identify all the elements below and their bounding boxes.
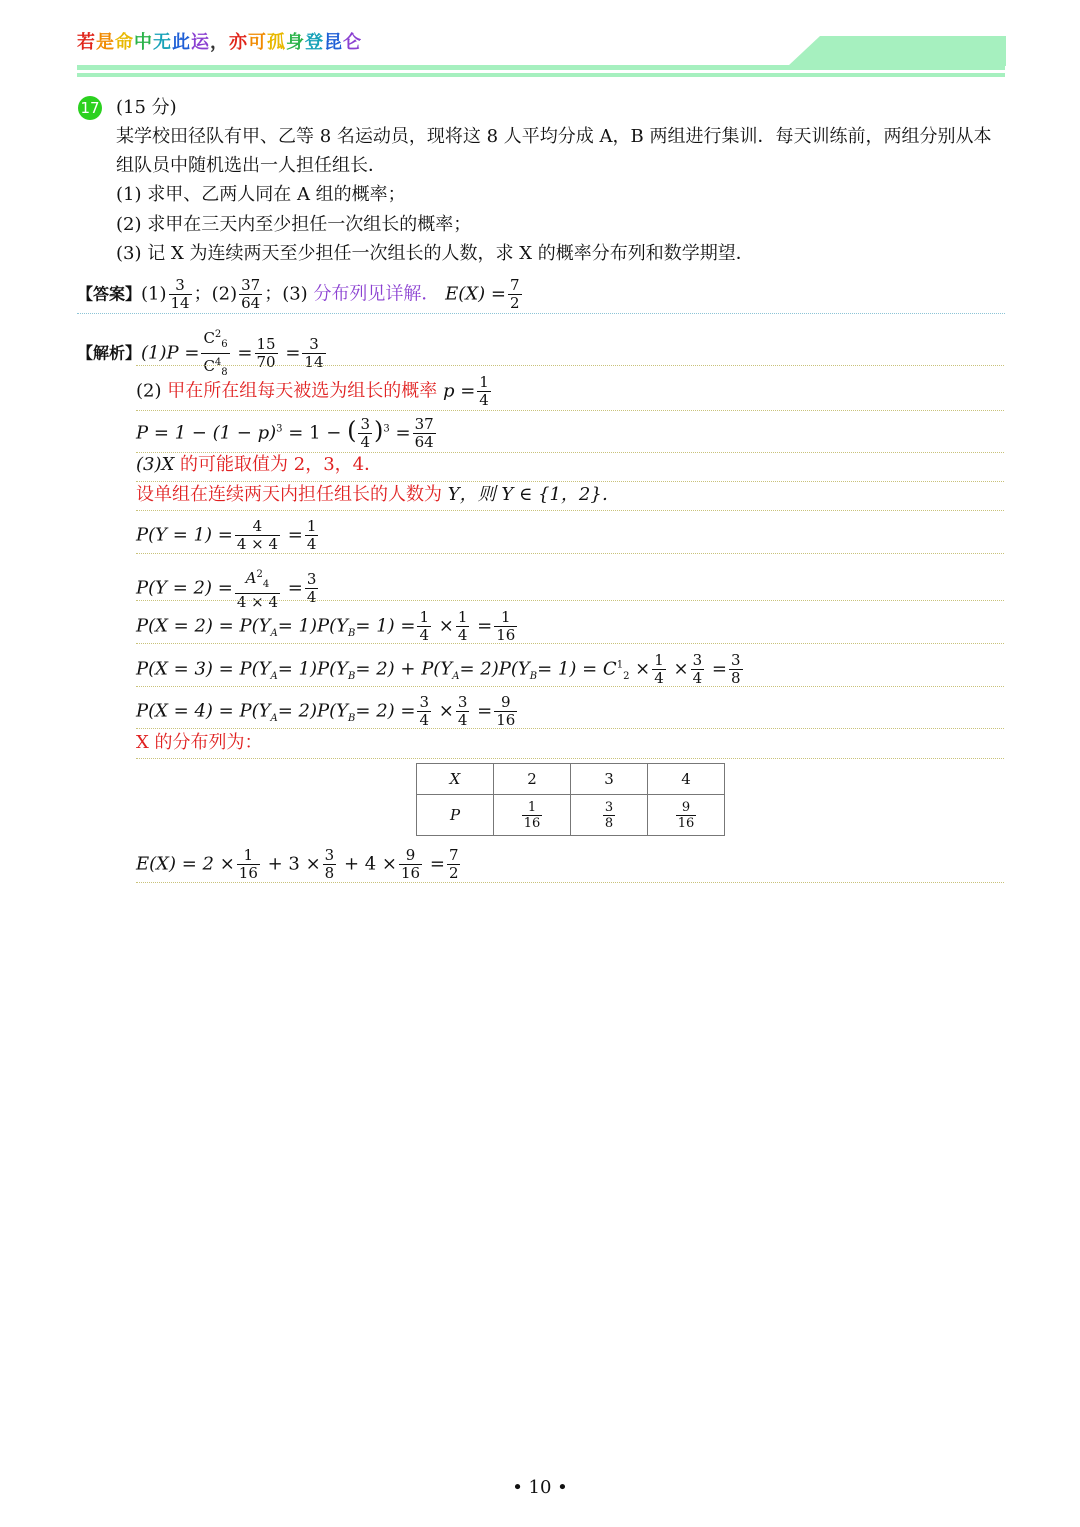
rule: [136, 882, 1004, 883]
rule: [136, 510, 1004, 511]
rule: [136, 643, 1004, 644]
rule: [136, 481, 1004, 482]
motto-char: 此: [172, 32, 191, 53]
question-number-badge: 17: [78, 96, 102, 120]
table-cell: 4: [648, 764, 725, 795]
distribution-row-p: [417, 795, 725, 836]
answer-line: [77, 277, 524, 312]
motto-char: 仑: [343, 32, 362, 53]
answer-sep1: ；(2): [193, 283, 238, 305]
distribution-table: [416, 763, 725, 836]
solution-part3-line2: 设单组在连续两天内担任组长的人数为 Y，则 Y ∈ {1，2}．: [136, 484, 620, 505]
rule: [136, 410, 1004, 411]
header-rule-top: [77, 65, 1005, 70]
motto-char: 是: [96, 32, 115, 53]
solution-tag: 【解析】: [77, 343, 142, 363]
answer-p2-fraction: $\frac{37}{64}$: [241, 276, 261, 312]
question-stem-line2: 组队员中随机选出一人担任组长．: [116, 155, 386, 176]
solution-px3: $P(X = 3) = P(Y_A= 1)P(Y_B= 2) + P(Y_A= 2)P(Y_B= 1) = C^1_2$ × $\frac{1}{4}$ × $\frac{3}{4}$ = $\frac{3}{8}$: [136, 651, 741, 687]
answer-sep2: ；(3): [264, 283, 308, 305]
rule: [136, 553, 1004, 554]
motto-char: 可: [248, 32, 267, 53]
motto-char: 命: [115, 32, 134, 53]
solution-part2-line1: (2) 甲在所在组每天被选为组长的概率 p = $\frac{1}{4}$: [136, 373, 489, 409]
motto-char: 亦: [229, 32, 248, 53]
question-part2: (2) 求甲在三天内至少担任一次组长的概率；: [116, 214, 472, 235]
solution-part2-line2: $P = 1 - (1 - p)^3 = 1$ − ( $\frac{3}{4}$ )$^3$ = $\frac{37}{64}$: [136, 415, 434, 451]
answer-tag: 【答案】: [77, 284, 142, 304]
motto-char: 无: [153, 32, 172, 53]
table-cell: 3: [571, 764, 648, 795]
solution-px4: $P(X = 4) = P(Y_A= 2)P(Y_B= 2)$ = $\frac{3}{4}$ × $\frac{3}{4}$ = $\frac{9}{16}$: [136, 693, 516, 729]
motto-char: 身: [286, 32, 305, 53]
motto-char: 孤: [267, 32, 286, 53]
motto-char: 若: [77, 32, 96, 53]
table-cell: $\frac{1}{16}$: [494, 795, 571, 836]
solution-part3-line1: (3)X 的可能取值为 2，3，4．: [136, 454, 383, 475]
table-cell: $\frac{3}{8}$: [571, 795, 648, 836]
answer-p1-fraction: $\frac{3}{14}$: [170, 276, 190, 312]
solution-part1: 【解析】(1)P = $\frac{C^2_6}{C^4_8}$ = $\frac{15}{70}$ = $\frac{3}{14}$: [77, 326, 328, 381]
answer-rule: [77, 313, 1005, 314]
solution-px2: $P(X = 2) = P(Y_A= 1)P(Y_B= 1)$ = $\frac{1}{4}$ × $\frac{1}{4}$ = $\frac{1}{16}$: [136, 608, 516, 644]
question-stem-line1: 某学校田径队有甲、乙等 8 名运动员，现将这 8 人平均分成 A，B 两组进行集训．每天训练前，两组分别从本: [116, 126, 992, 147]
rule: [136, 728, 1004, 729]
solution-py1: P(Y = 1) = $\frac{4}{4 \times 4}$ = $\frac{1}{4}$: [136, 517, 317, 553]
solution-py2: P(Y = 2) = $\frac{A^2_4}{4 \times 4}$ = $\frac{3}{4}$: [136, 569, 317, 611]
page-number: • 10 •: [512, 1477, 568, 1498]
motto-char: ，: [210, 32, 229, 53]
rule: [136, 365, 1004, 366]
question-points: (15 分): [116, 97, 177, 118]
motto-char: 中: [134, 32, 153, 53]
table-cell: $\frac{9}{16}$: [648, 795, 725, 836]
question-part1: (1) 求甲、乙两人同在 A 组的概率；: [116, 184, 406, 205]
answer-ex-lhs: E(X) =: [445, 283, 506, 305]
solution-expectation: E(X) = 2 × $\frac{1}{16}$ + 3 × $\frac{3}{8}$ + 4 × $\frac{9}{16}$ = $\frac{7}{2}$: [136, 846, 459, 882]
question-part3: (3) 记 X 为连续两天至少担任一次组长的人数，求 X 的概率分布列和数学期望．: [116, 243, 754, 264]
motto-char: 运: [191, 32, 210, 53]
table-cell: P: [417, 795, 494, 836]
header-rule-bottom: [77, 73, 1005, 77]
header-motto: [77, 28, 362, 54]
motto-char: 登: [305, 32, 324, 53]
answer-ex-fraction: $\frac{7}{2}$: [509, 276, 520, 312]
answer-p3-text: 分布列见详解．: [313, 283, 440, 305]
distribution-label: X 的分布列为：: [136, 732, 263, 753]
table-cell: 2: [494, 764, 571, 795]
answer-p1-label: (1): [141, 283, 167, 305]
distribution-row-x: [417, 764, 725, 795]
solution-comb-fraction: $\frac{C^2_6}{C^4_8}$: [201, 326, 229, 381]
rule: [136, 600, 1004, 601]
rule: [136, 758, 1004, 759]
header-decoration: [780, 34, 1006, 66]
motto-char: 昆: [324, 32, 343, 53]
table-cell: X: [417, 764, 494, 795]
rule: [136, 686, 1004, 687]
